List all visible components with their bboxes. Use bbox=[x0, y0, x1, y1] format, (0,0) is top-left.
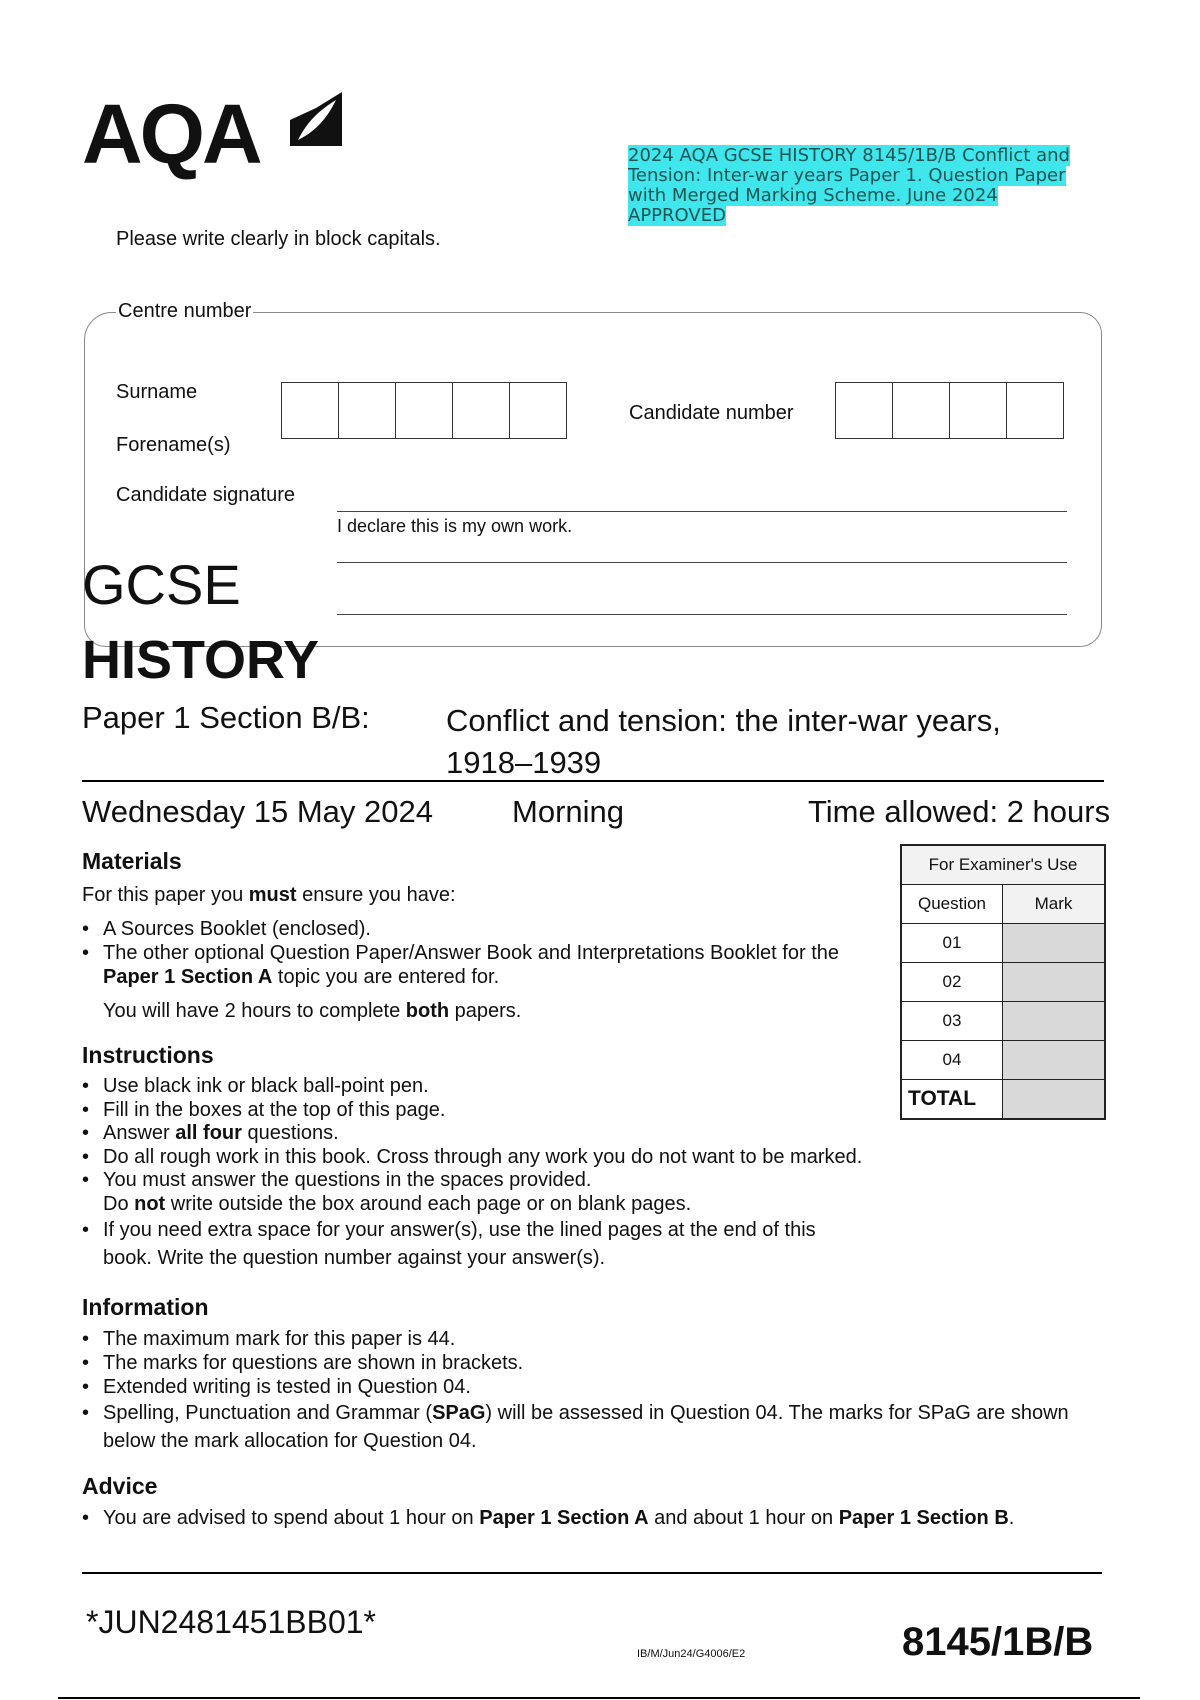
question-number: 04 bbox=[902, 1041, 1003, 1079]
subject-title: HISTORY bbox=[82, 630, 320, 690]
digit-box[interactable] bbox=[836, 383, 893, 438]
question-number: 03 bbox=[902, 1002, 1003, 1040]
table-header-row bbox=[902, 885, 1104, 924]
list-item: • Answer all four questions. bbox=[82, 1122, 1082, 1146]
candidate-number-boxes bbox=[835, 382, 1064, 439]
materials-intro: For this paper you must ensure you have: bbox=[82, 884, 456, 906]
digit-box[interactable] bbox=[1007, 383, 1063, 438]
question-number: 02 bbox=[902, 963, 1003, 1001]
advice-heading: Advice bbox=[82, 1473, 158, 1499]
signature-line[interactable] bbox=[337, 511, 1067, 512]
digit-box[interactable] bbox=[396, 383, 453, 438]
exam-date: Wednesday 15 May 2024 bbox=[82, 794, 433, 829]
time-allowed: Time allowed: 2 hours bbox=[808, 794, 1111, 829]
list-item: • Spelling, Punctuation and Grammar (SPaG) will be assessed in Question 04. The marks for SPaG are shown below the mark allocation for Question 04. bbox=[82, 1399, 1093, 1455]
question-number: 01 bbox=[902, 924, 1003, 962]
mark-cell bbox=[1003, 924, 1104, 962]
logo-mark-icon bbox=[286, 90, 346, 148]
mark-cell bbox=[1003, 1002, 1104, 1040]
list-item: • Use black ink or black ball-point pen. bbox=[82, 1075, 1082, 1099]
centre-number-boxes bbox=[281, 382, 567, 439]
mark-column-header: Mark bbox=[1003, 885, 1104, 923]
list-item: • If you need extra space for your answer(s), use the lined pages at the end of this book. Write the question number against your answer(s). bbox=[82, 1216, 843, 1272]
page-bottom-rule bbox=[58, 1697, 1140, 1699]
paper-code: 8145/1B/B bbox=[902, 1620, 1094, 1664]
qualification-title: GCSE bbox=[82, 553, 241, 616]
advice-section bbox=[82, 1473, 1092, 1530]
table-row bbox=[902, 963, 1104, 1002]
writing-line[interactable] bbox=[337, 614, 1067, 615]
information-heading: Information bbox=[82, 1294, 209, 1320]
materials-section bbox=[82, 848, 882, 1025]
materials-heading: Materials bbox=[82, 848, 182, 874]
paper-label: Paper 1 Section B/B: bbox=[82, 700, 370, 735]
examiner-table-title: For Examiner's Use bbox=[902, 846, 1104, 885]
centre-number-label: Centre number bbox=[118, 300, 252, 322]
materials-note: You will have 2 hours to complete both papers. bbox=[103, 1000, 522, 1022]
list-item: • You must answer the questions in the spaces provided. Do not write outside the box around each page or on blank pages. bbox=[82, 1169, 1082, 1216]
table-row bbox=[902, 1002, 1104, 1041]
instructions-section bbox=[82, 1042, 1082, 1272]
digit-box[interactable] bbox=[510, 383, 566, 438]
information-section bbox=[82, 1294, 1092, 1455]
digit-box[interactable] bbox=[893, 383, 950, 438]
list-item: • You are advised to spend about 1 hour on Paper 1 Section A and about 1 hour on Paper 1 Section B. bbox=[82, 1506, 1092, 1530]
forename-label: Forename(s) bbox=[116, 434, 231, 456]
list-item: • Extended writing is tested in Question 04. bbox=[82, 1375, 1092, 1399]
declaration-text: I declare this is my own work. bbox=[337, 516, 573, 536]
digit-box[interactable] bbox=[282, 383, 339, 438]
list-item: • The maximum mark for this paper is 44. bbox=[82, 1327, 1092, 1351]
list-item: • Do all rough work in this book. Cross through any work you do not want to be marked. bbox=[82, 1146, 1082, 1170]
reference-code: IB/M/Jun24/G4006/E2 bbox=[637, 1648, 746, 1660]
header-note: 2024 AQA GCSE HISTORY 8145/1B/B Conflict and Tension: Inter-war years Paper 1. Question Paper with Merged Marking Scheme. June 2024 APPROVED bbox=[628, 145, 1070, 226]
mark-cell bbox=[1003, 963, 1104, 1001]
footer-divider bbox=[82, 1572, 1102, 1574]
candidate-number-label: Candidate number bbox=[629, 402, 794, 424]
paper-topic: Conflict and tension: the inter-war years, 1918–1939 bbox=[446, 703, 1001, 780]
surname-label: Surname bbox=[116, 381, 198, 403]
digit-box[interactable] bbox=[339, 383, 396, 438]
writing-line[interactable] bbox=[337, 562, 1067, 563]
digit-box[interactable] bbox=[950, 383, 1007, 438]
list-item: • The marks for questions are shown in brackets. bbox=[82, 1351, 1092, 1375]
signature-label: Candidate signature bbox=[116, 484, 296, 506]
instructions-heading: Instructions bbox=[82, 1042, 214, 1068]
logo-text: AQA bbox=[82, 87, 260, 181]
list-item: • A Sources Booklet (enclosed). bbox=[82, 917, 882, 941]
block-capitals-instruction: Please write clearly in block capitals. bbox=[116, 228, 441, 250]
total-label: TOTAL bbox=[902, 1080, 1003, 1118]
question-column-header: Question bbox=[902, 885, 1003, 923]
divider bbox=[82, 780, 1104, 782]
list-item: • Fill in the boxes at the top of this page. bbox=[82, 1099, 1082, 1123]
aqa-logo bbox=[82, 87, 352, 190]
barcode-text: *JUN2481451BB01* bbox=[86, 1604, 376, 1640]
exam-session: Morning bbox=[512, 794, 624, 829]
list-item: • The other optional Question Paper/Answer Book and Interpretations Booklet for the Paper 1 Section A topic you are entered for. bbox=[82, 941, 882, 989]
digit-box[interactable] bbox=[453, 383, 510, 438]
table-row bbox=[902, 924, 1104, 963]
